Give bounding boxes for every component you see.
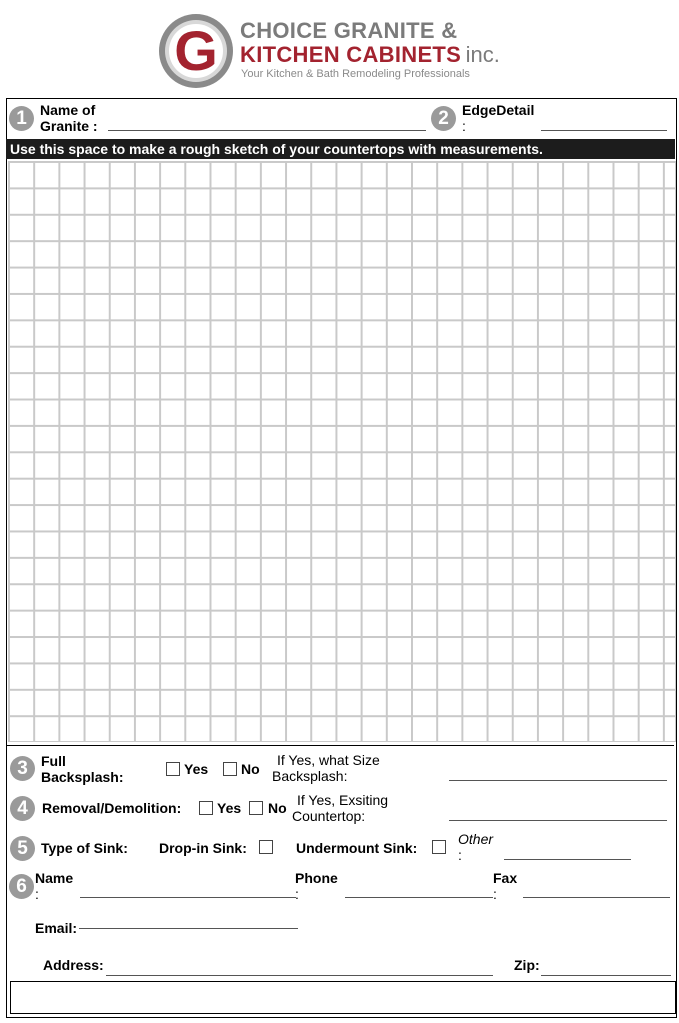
logo-letter: G	[174, 19, 218, 82]
zip-label: Zip:	[514, 957, 540, 973]
address-label: Address:	[43, 957, 104, 973]
section-number-2: 2	[431, 106, 456, 131]
email-label: Email:	[35, 920, 78, 936]
phone-field[interactable]	[345, 897, 493, 898]
removal-yes-label: Yes	[217, 800, 242, 816]
removal-yes-checkbox[interactable]	[199, 801, 213, 815]
fax-label: Fax :	[493, 870, 518, 902]
existing-countertop-label: If Yes, Exsiting Countertop:	[292, 792, 389, 824]
phone-label: Phone :	[295, 870, 338, 902]
section-number-4: 4	[10, 796, 35, 821]
other-sink-label: Other :	[458, 831, 494, 863]
undermount-sink-label: Undermount Sink:	[296, 840, 418, 856]
section-number-1: 1	[9, 106, 34, 131]
granite-name-field[interactable]	[108, 130, 426, 131]
sketch-instructions-text: Use this space to make a rough sketch of your countertops with measurements.	[10, 141, 543, 157]
backsplash-label: Full Backsplash:	[41, 753, 124, 785]
removal-no-checkbox[interactable]	[249, 801, 263, 815]
section-number-3: 3	[10, 756, 35, 781]
email-field[interactable]	[79, 928, 298, 929]
undermount-sink-checkbox[interactable]	[432, 840, 446, 854]
sink-type-label: Type of Sink:	[41, 840, 128, 856]
existing-countertop-field[interactable]	[449, 820, 667, 821]
address-field[interactable]	[106, 975, 493, 976]
edge-detail-field[interactable]	[541, 130, 667, 131]
sketch-instructions-banner	[6, 139, 675, 159]
fax-field[interactable]	[523, 897, 670, 898]
other-sink-field[interactable]	[504, 859, 631, 860]
backsplash-no-checkbox[interactable]	[223, 762, 237, 776]
removal-no-label: No	[268, 800, 287, 816]
section-number-6: 6	[9, 874, 34, 899]
zip-field[interactable]	[541, 975, 671, 976]
details-frame	[6, 745, 674, 746]
dropin-sink-label: Drop-in Sink:	[159, 840, 247, 856]
logo-line1: CHOICE GRANITE &	[240, 18, 458, 43]
granite-name-label: Name of Granite :	[40, 102, 98, 134]
backsplash-yes-checkbox[interactable]	[166, 762, 180, 776]
removal-label: Removal/Demolition:	[42, 800, 182, 816]
backsplash-no-label: No	[241, 761, 260, 777]
company-logo	[157, 12, 500, 92]
backsplash-size-label: If Yes, what Size Backsplash:	[272, 752, 380, 784]
backsplash-size-field[interactable]	[449, 780, 667, 781]
logo-tagline: Your Kitchen & Bath Remodeling Professionals	[241, 68, 470, 80]
notes-box[interactable]	[10, 981, 676, 1014]
edge-detail-label: EdgeDetail :	[462, 102, 535, 134]
backsplash-yes-label: Yes	[184, 761, 209, 777]
section-number-5: 5	[10, 836, 35, 861]
name-field[interactable]	[80, 897, 296, 898]
logo-suffix: inc.	[465, 42, 500, 67]
logo-line2: KITCHEN CABINETS	[240, 42, 462, 67]
sketch-grid[interactable]	[8, 161, 676, 742]
name-label: Name :	[35, 870, 74, 902]
logo-emblem	[157, 12, 237, 92]
dropin-sink-checkbox[interactable]	[259, 840, 273, 854]
